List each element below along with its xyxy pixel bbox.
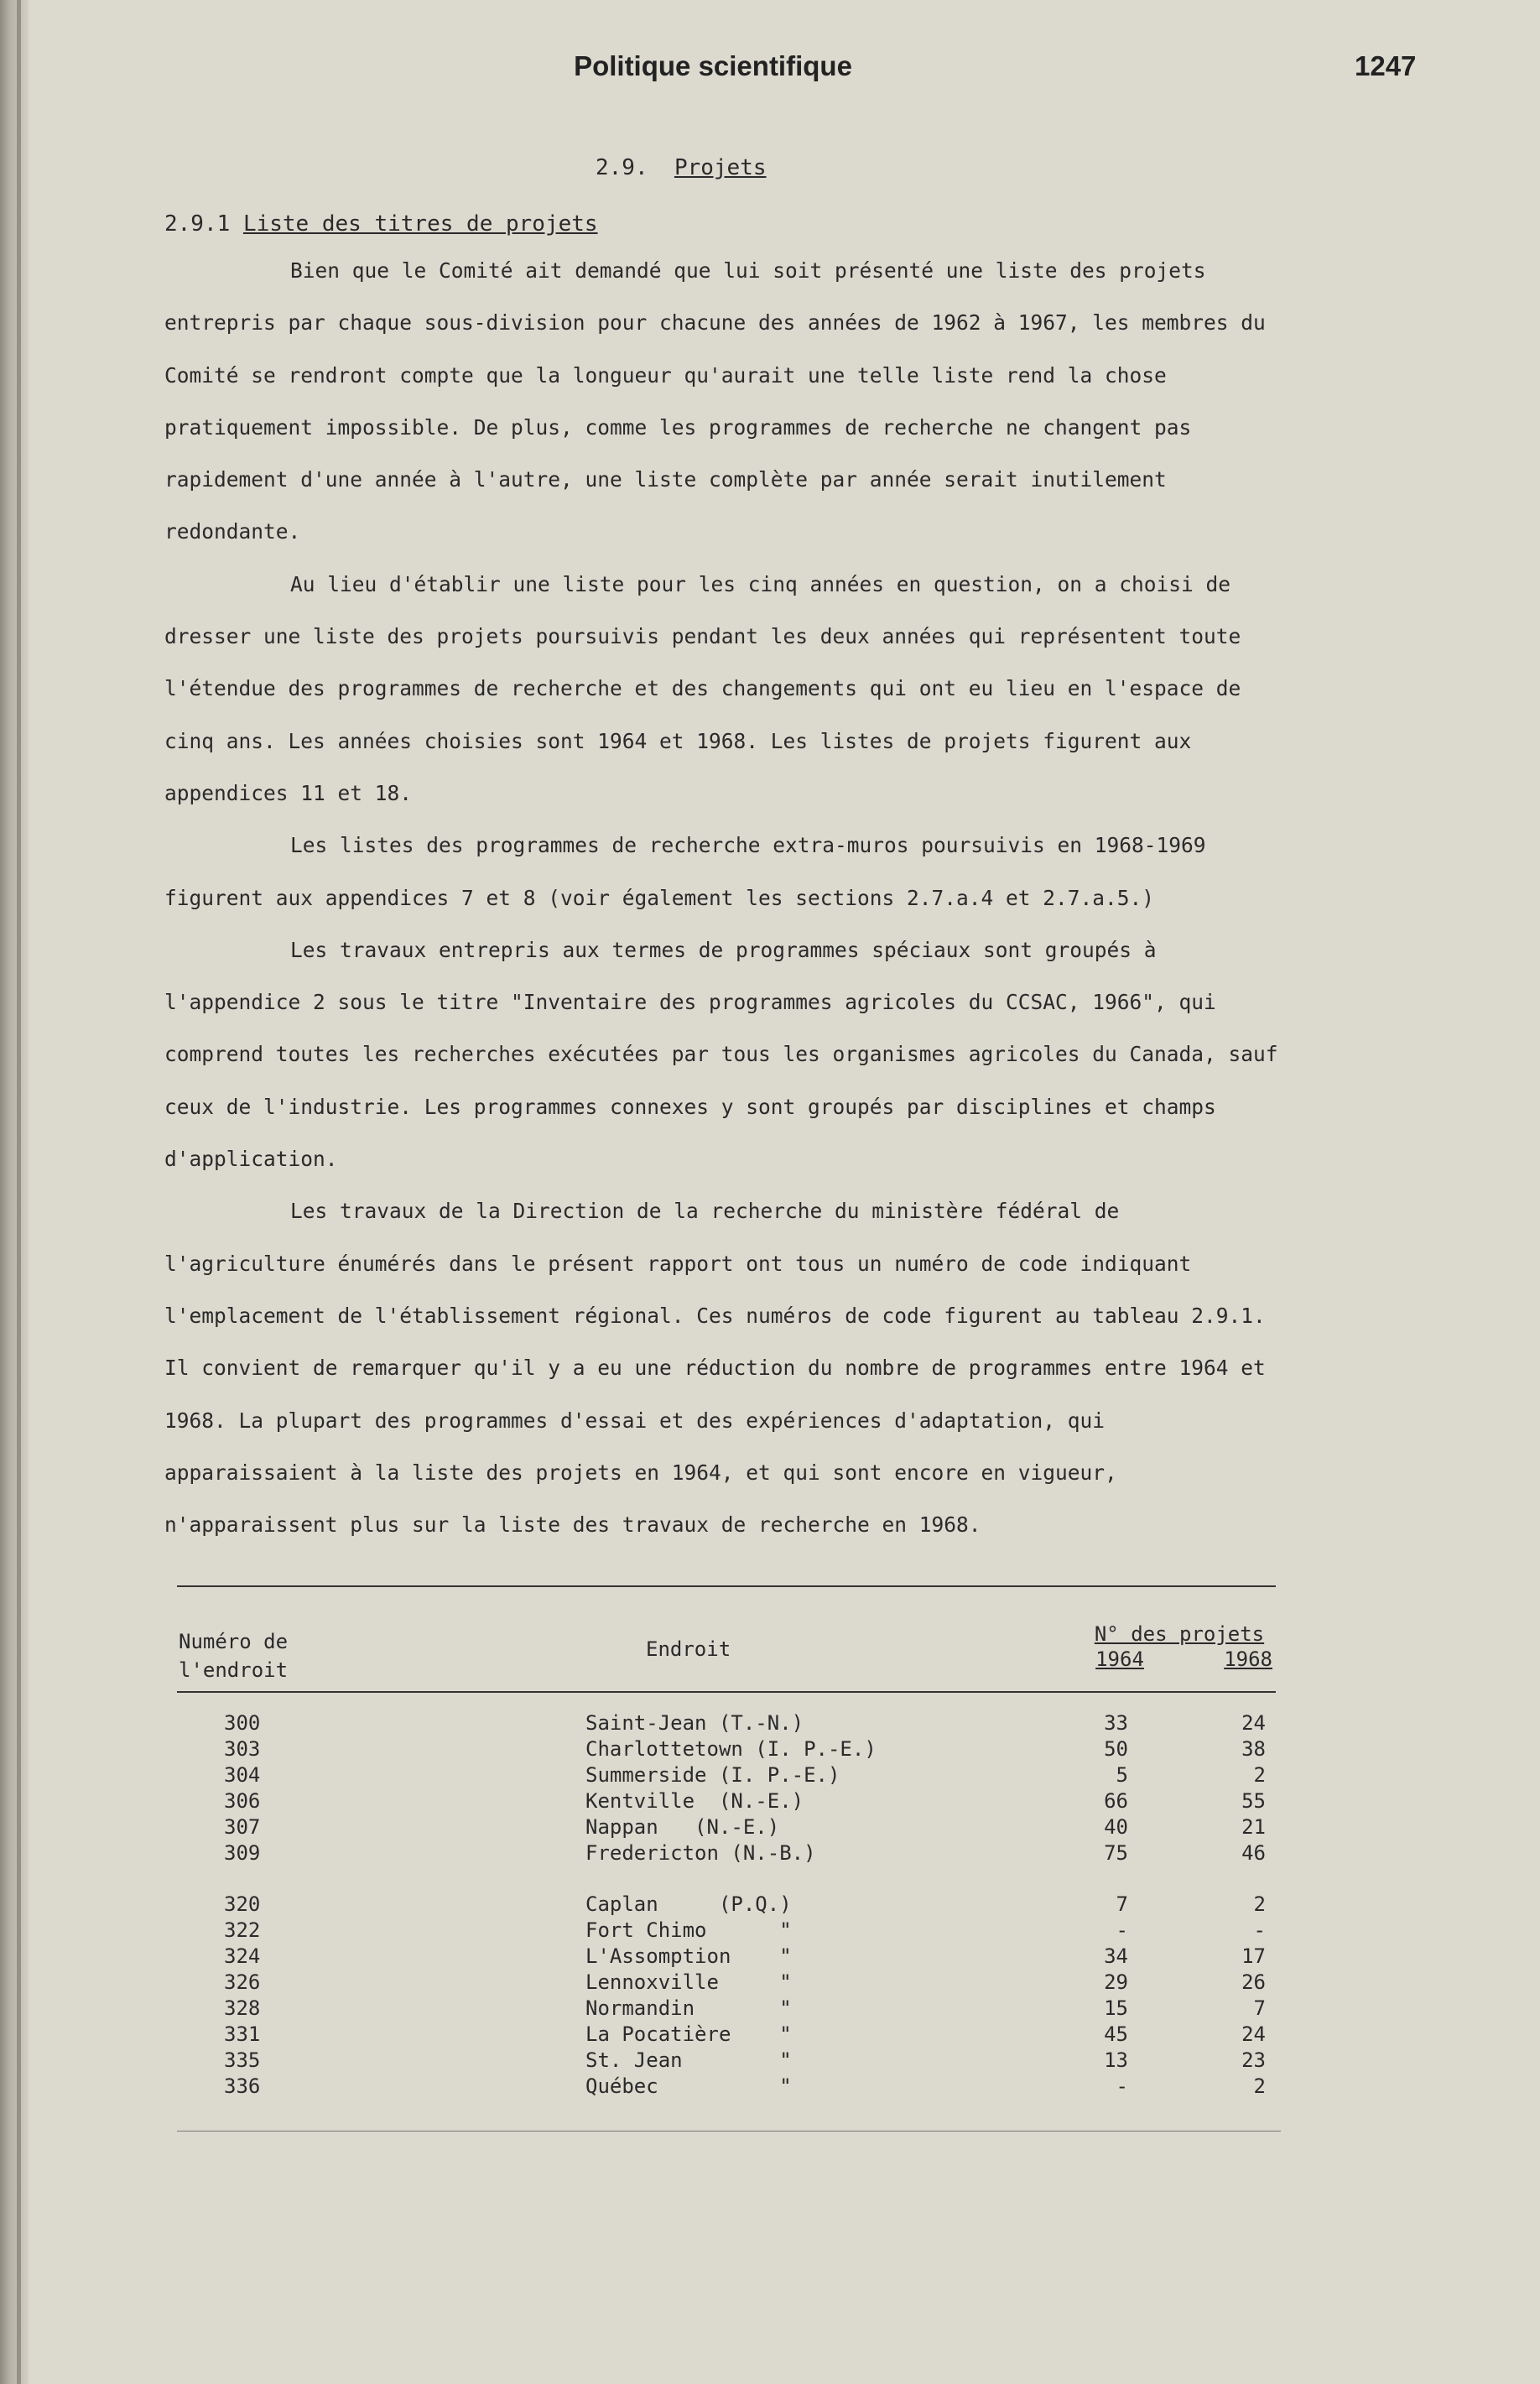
cell-1968: - [1253,1918,1266,1942]
cell-code: 306 [224,1789,261,1813]
cell-code: 304 [224,1763,261,1787]
cell-1968: 26 [1241,1970,1266,1994]
page-gutter-shadow [0,0,29,2384]
cell-endroit: Nappan (N.-E.) [585,1815,780,1839]
cell-code: 309 [224,1841,261,1865]
cell-endroit: Kentville (N.-E.) [585,1789,804,1813]
cell-1968: 24 [1241,1711,1266,1735]
cell-1964: 66 [1104,1789,1128,1813]
cell-1964: 15 [1104,1996,1128,2020]
cell-1964: 50 [1104,1737,1128,1761]
table-row [172,1892,1279,1918]
paragraph: Au lieu d'établir une liste pour les cinq années en question, on a choisi de dresser une liste des projets poursuivis pendant les deux années qui représentent toute l'étendue des programmes de recherche et des changements qui ont eu lieu en l'espace de cinq ans. Les années choisies sont 1964 et 1968. Les listes de projets figurent aux appendices 11 et 18. [164,571,1241,805]
page-header [0,50,1540,101]
cell-1968: 2 [1253,1892,1266,1916]
header-nbr-projets: N° des projets [1094,1622,1265,1646]
cell-endroit: Charlottetown (I. P.-E.) [585,1737,877,1761]
cell-1964: 34 [1104,1944,1128,1968]
cell-endroit: Normandin " [585,1996,792,2020]
section-heading [596,155,767,180]
cell-code: 307 [224,1815,261,1839]
cell-1964: 5 [1116,1763,1128,1787]
cell-1968: 17 [1241,1944,1266,1968]
cell-endroit: Lennoxville " [585,1970,792,1994]
subsection-title: Liste des titres de projets [242,211,598,237]
cell-code: 324 [224,1944,261,1968]
cell-1964: 75 [1104,1841,1128,1865]
table-row [172,2022,1279,2048]
header-numero-line2: l'endroit [179,1658,289,1682]
cell-1968: 2 [1253,1763,1266,1787]
cell-1968: 24 [1241,2022,1266,2046]
cell-code: 335 [224,2048,261,2072]
cell-code: 331 [224,2022,261,2046]
cell-endroit: Saint-Jean (T.-N.) [585,1711,804,1735]
table-row-group [172,1892,1279,2100]
table-row [172,1970,1279,1996]
table-row [172,1711,1279,1737]
header-numero [179,1627,288,1684]
cell-code: 326 [224,1970,261,1994]
cell-1968: 46 [1241,1841,1266,1865]
cell-1964: - [1116,2074,1128,2098]
cell-endroit: St. Jean " [585,2048,792,2072]
cell-endroit: Summerside (I. P.-E.) [585,1763,840,1787]
cell-endroit: Fredericton (N.-B.) [585,1841,816,1865]
header-year-1968: 1968 [1224,1647,1272,1671]
subsection-number: 2.9.1 [164,211,231,237]
table-row [172,1996,1279,2022]
paragraph: Les travaux de la Direction de la recherche du ministère fédéral de l'agriculture énumérés dans le présent rapport ont tous un numéro de code indiquant l'emplacement de l'établissement régional. Ces numéros de code figurent au tableau 2.9.1. Il convient de remarquer qu'il y a eu une réduction du nombre de programmes entre 1964 et 1968. La plupart des programmes d'essai et des expériences d'adaptation, qui apparaissaient à la liste des projets en 1964, et qui sont encore en vigueur, n'apparaissent plus sur la liste des travaux de recherche en 1968. [164,1199,1266,1538]
cell-1964: 33 [1104,1711,1128,1735]
header-year-1964: 1964 [1095,1647,1144,1671]
header-numero-line1: Numéro de [179,1630,289,1653]
cell-endroit: Fort Chimo " [585,1918,792,1942]
table-row-group [172,1711,1279,1867]
cell-1968: 21 [1241,1815,1266,1839]
cell-1964: 45 [1104,2022,1128,2046]
table-row [172,1918,1279,1944]
cell-1964: 7 [1116,1892,1128,1916]
cell-1968: 55 [1241,1789,1266,1813]
cell-endroit: Québec " [585,2074,792,2098]
cell-code: 320 [224,1892,261,1916]
table-row [172,1944,1279,1970]
table-row [172,1815,1279,1841]
page-gutter-line [17,0,21,2384]
table-header [172,1587,1279,1691]
table-row [172,1789,1279,1815]
section-number: 2.9. [596,155,648,180]
paragraph: Les listes des programmes de recherche extra-muros poursuivis en 1968-1969 figurent aux appendices 7 et 8 (voir également les sections 2.7.a.4 et 2.7.a.5.) [164,833,1206,910]
cell-1968: 23 [1241,2048,1266,2072]
table-row [172,2048,1279,2074]
locations-table [172,1585,1279,2126]
cell-1964: 13 [1104,2048,1128,2072]
cell-1964: 29 [1104,1970,1128,1994]
table-row [172,2074,1279,2100]
cell-code: 303 [224,1737,261,1761]
cell-1968: 7 [1253,1996,1266,2020]
header-endroit: Endroit [646,1637,731,1661]
subsection-heading [164,211,598,237]
table-bottom-rule [177,2131,1281,2132]
cell-endroit: Caplan (P.Q.) [585,1892,792,1916]
body-text [164,245,1288,1551]
cell-1964: 40 [1104,1815,1128,1839]
table-body [172,1693,1279,2100]
cell-code: 336 [224,2074,261,2098]
running-head: Politique scientifique [574,50,852,81]
cell-1964: - [1116,1918,1128,1942]
cell-code: 322 [224,1918,261,1942]
table-row [172,1737,1279,1763]
table-row [172,1763,1279,1789]
cell-endroit: La Pocatière " [585,2022,792,2046]
cell-endroit: L'Assomption " [585,1944,792,1968]
page-number: 1247 [1355,50,1417,81]
cell-code: 300 [224,1711,261,1735]
table-row [172,1841,1279,1867]
cell-1968: 2 [1253,2074,1266,2098]
section-title: Projets [674,155,767,180]
paragraph: Bien que le Comité ait demandé que lui soit présenté une liste des projets entrepris par chaque sous-division pour chacune des années de 1962 à 1967, les membres du Comité se rendront compte que la longueur qu'aurait une telle liste rend la chose pratiquement impossible. De plus, comme les programmes de recherche ne changent pas rapidement d'une année à l'autre, une liste complète par année serait inutilement redondante. [164,258,1266,544]
cell-1968: 38 [1241,1737,1266,1761]
cell-code: 328 [224,1996,261,2020]
paragraph: Les travaux entrepris aux termes de programmes spéciaux sont groupés à l'appendice 2 sous le titre "Inventaire des programmes agricoles du CCSAC, 1966", qui comprend toutes les recherches exécutées par tous les organismes agricoles du Canada, sauf ceux de l'industrie. Les programmes connexes y sont groupés par disciplines et champs d'application. [164,937,1278,1172]
